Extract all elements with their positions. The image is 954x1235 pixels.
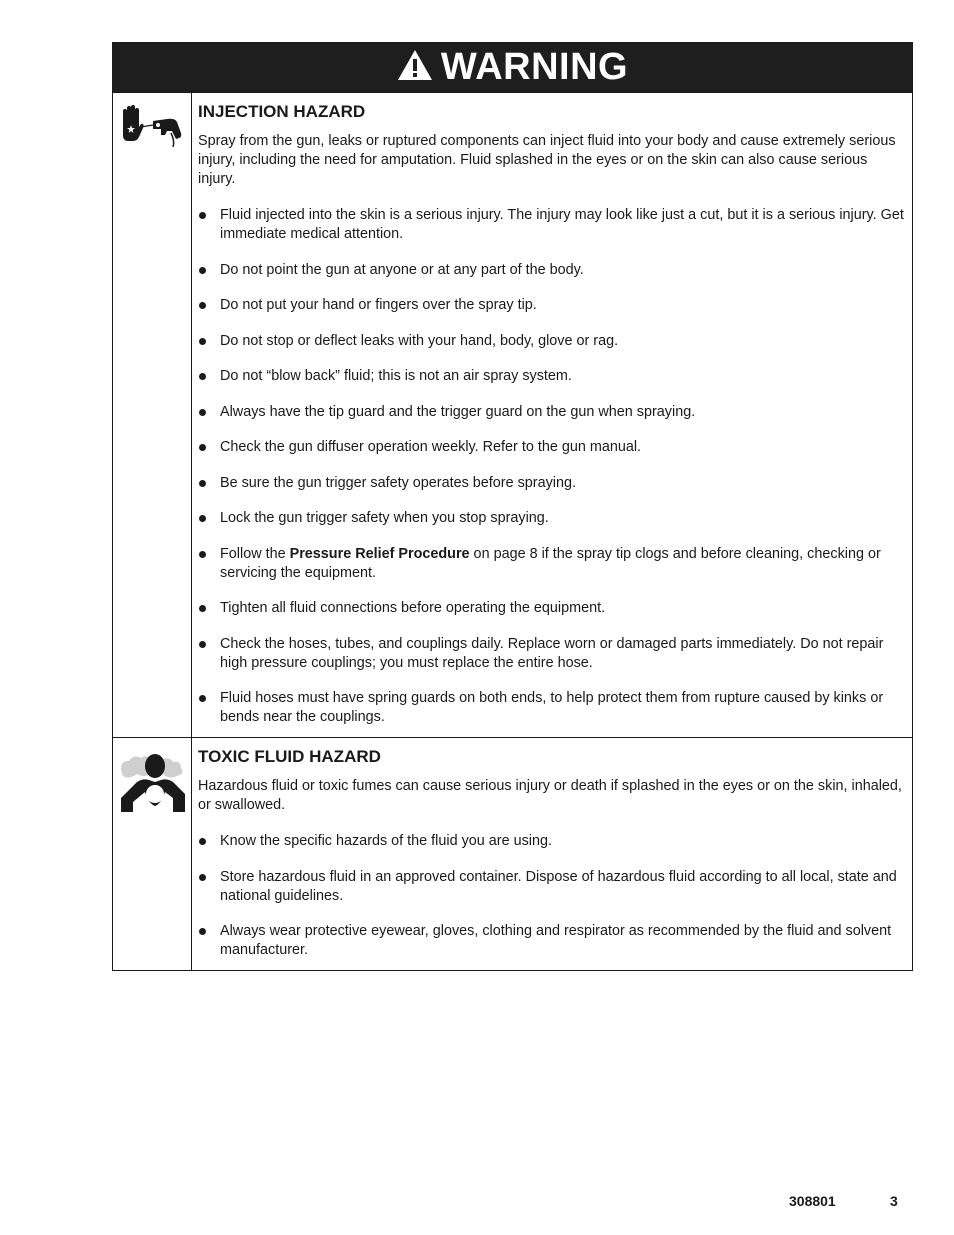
page-number: 3 (890, 1193, 898, 1209)
warning-triangle-icon (397, 49, 433, 86)
list-item: Do not put your hand or fingers over the spray tip. (198, 296, 904, 315)
toxic-fluid-hazard-icon-cell (113, 738, 192, 970)
list-item: Store hazardous fluid in an approved container. Dispose of hazardous fluid according to all local, state and national guidelines. (198, 868, 904, 906)
injection-hazard-title: INJECTION HAZARD (198, 102, 366, 121)
list-item-pressure-relief (198, 545, 904, 583)
injection-hazard-icon (119, 105, 187, 160)
injection-hazard-list (198, 206, 904, 727)
list-item: Always wear protective eyewear, gloves, clothing and respirator as recommended by the fluid and solvent manufacturer. (198, 922, 904, 960)
injection-hazard-intro: Spray from the gun, leaks or ruptured components can inject fluid into your body and cause extremely serious injury, including the need for amputation. Fluid splashed in the eyes or on the skin can also cause serious injury. (198, 133, 896, 187)
list-item: Do not point the gun at anyone or at any part of the body. (198, 261, 904, 280)
toxic-fluid-hazard-intro: Hazardous fluid or toxic fumes can cause serious injury or death if splashed in the eyes or on the skin, inhaled, or swallowed. (198, 778, 902, 813)
list-item: Know the specific hazards of the fluid you are using. (198, 832, 904, 851)
list-item: Tighten all fluid connections before operating the equipment. (198, 599, 904, 618)
list-item: Fluid injected into the skin is a serious injury. The injury may look like just a cut, but it is a serious injury. Get immediate medical attention. (198, 206, 904, 244)
toxic-fluid-hazard-list (198, 832, 904, 960)
pressure-relief-after: on page 8 if the spray tip clogs and before cleaning, checking or servicing the equipment. (220, 545, 881, 581)
list-item: Be sure the gun trigger safety operates before spraying. (198, 474, 904, 493)
injection-hazard-icon-cell (113, 93, 192, 737)
list-item: Always have the tip guard and the trigger guard on the gun when spraying. (198, 403, 904, 422)
toxic-fluid-hazard-content (192, 738, 912, 970)
warning-table (112, 42, 913, 971)
toxic-fluid-hazard-icon (119, 752, 185, 821)
injection-hazard-content (192, 93, 912, 737)
list-item: Fluid hoses must have spring guards on both ends, to help protect them from rupture caused by kinks or bends near the couplings. (198, 689, 904, 727)
warning-title: WARNING (440, 46, 629, 88)
list-item: Check the hoses, tubes, and couplings daily. Replace worn or damaged parts immediately. Do not repair high pressure couplings; you must replace the entire hose. (198, 635, 904, 673)
toxic-fluid-hazard-row (113, 737, 912, 970)
list-item: Lock the gun trigger safety when you stop spraying. (198, 509, 904, 528)
pressure-relief-procedure-reference: Pressure Relief Procedure (289, 545, 470, 562)
list-item: Do not “blow back” fluid; this is not an air spray system. (198, 367, 904, 386)
injection-hazard-row (113, 93, 912, 737)
document-number: 308801 (789, 1193, 836, 1209)
toxic-fluid-hazard-title: TOXIC FLUID HAZARD (198, 747, 381, 766)
warning-header (113, 43, 912, 93)
list-item: Check the gun diffuser operation weekly. Refer to the gun manual. (198, 438, 904, 457)
pressure-relief-before: Follow the (220, 545, 290, 562)
list-item: Do not stop or deflect leaks with your hand, body, glove or rag. (198, 332, 904, 351)
